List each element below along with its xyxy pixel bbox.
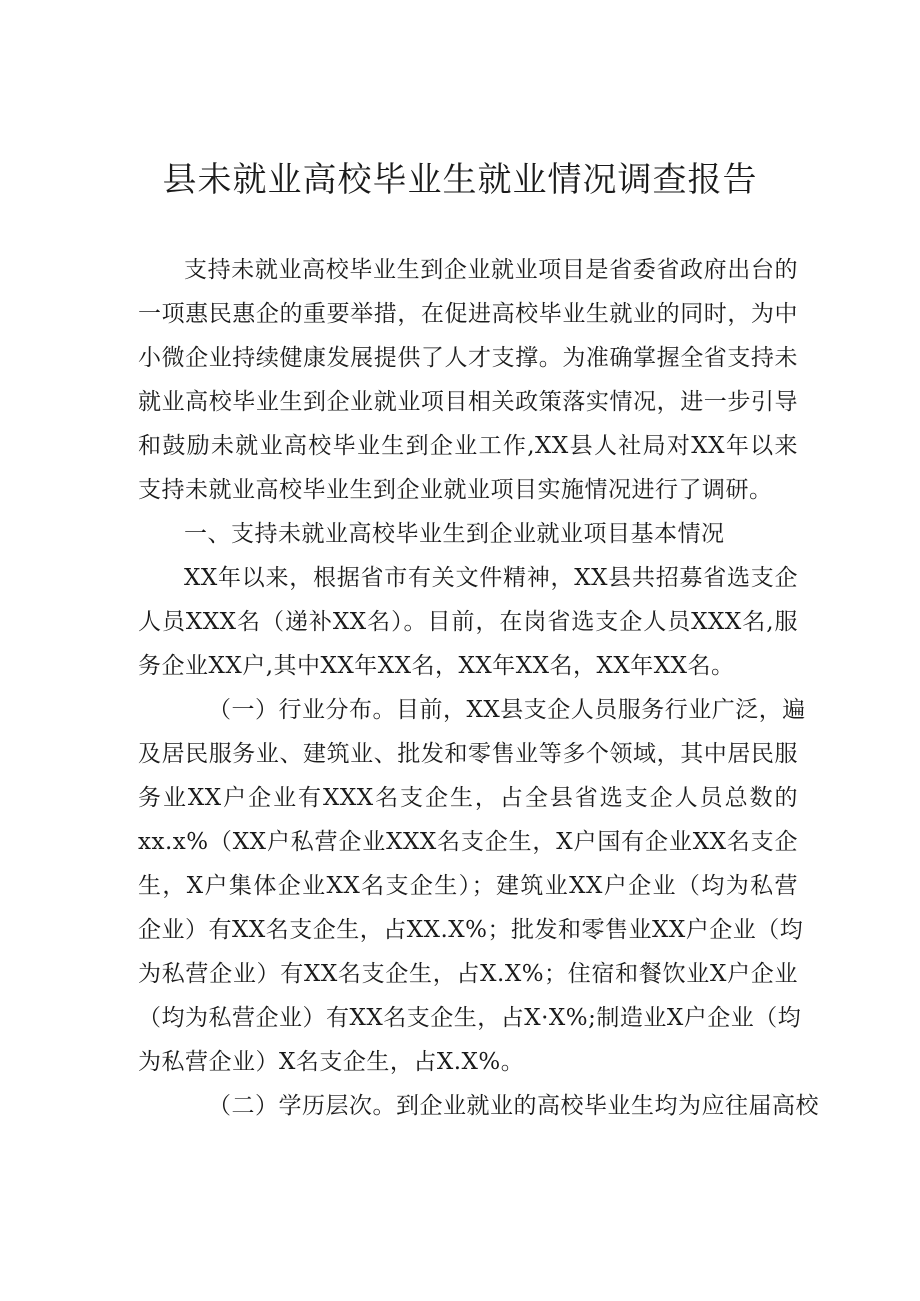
paragraph-line: 和鼓励未就业高校毕业生到企业工作,XX县人社局对XX年以来 — [138, 433, 798, 459]
paragraph-line: 支持未就业高校毕业生到企业就业项目是省委省政府出台的 — [184, 257, 798, 283]
paragraph-line: 生，X户集体企业XX名支企生）；建筑业XX户企业（均为私营 — [138, 873, 798, 899]
paragraph-line: （均为私营企业）有XX名支企生，占X·X%;制造业X户企业（均 — [138, 1005, 802, 1031]
paragraph-line: 务企业XX户,其中XX年XX名，XX年XX名，XX年XX名。 — [138, 653, 735, 679]
document-body — [138, 248, 819, 1128]
section-heading: 一、支持未就业高校毕业生到企业就业项目基本情况 — [184, 521, 725, 547]
paragraph-line: （二）学历层次。到企业就业的高校毕业生均为应往届高校 — [208, 1093, 819, 1119]
paragraph-line: 支持未就业高校毕业生到企业就业项目实施情况进行了调研。 — [138, 477, 773, 503]
paragraph-line: （一）行业分布。目前，XX县支企人员服务行业广泛，遍 — [208, 697, 806, 723]
paragraph-line: XX年以来，根据省市有关文件精神，XX县共招募省选支企 — [184, 565, 798, 591]
paragraph-line: 一项惠民惠企的重要举措，在促进高校毕业生就业的同时，为中 — [138, 301, 798, 327]
paragraph-line: 为私营企业）有XX名支企生，占X.X%；住宿和餐饮业X户企业 — [138, 961, 798, 987]
document-title: 县未就业高校毕业生就业情况调查报告 — [162, 160, 758, 200]
paragraph-line: xx.x%（XX户私营企业XXX名支企生，X户国有企业XX名支企 — [138, 829, 798, 855]
paragraph-line: 为私营企业）X名支企生，占X.X%。 — [138, 1049, 525, 1075]
paragraph-line: 及居民服务业、建筑业、批发和零售业等多个领域，其中居民服 — [138, 741, 798, 767]
paragraph-line: 务业XX户企业有XXX名支企生，占全县省选支企人员总数的 — [138, 785, 798, 811]
paragraph-line: 企业）有XX名支企生，占XX.X%；批发和零售业XX户企业（均 — [138, 917, 804, 943]
paragraph-line: 人员XXX名（递补XX名）。目前，在岗省选支企人员XXX名,服 — [138, 609, 798, 635]
paragraph-line: 小微企业持续健康发展提供了人才支撑。为准确掌握全省支持未 — [138, 345, 798, 371]
paragraph-line: 就业高校毕业生到企业就业项目相关政策落实情况，进一步引导 — [138, 389, 798, 415]
